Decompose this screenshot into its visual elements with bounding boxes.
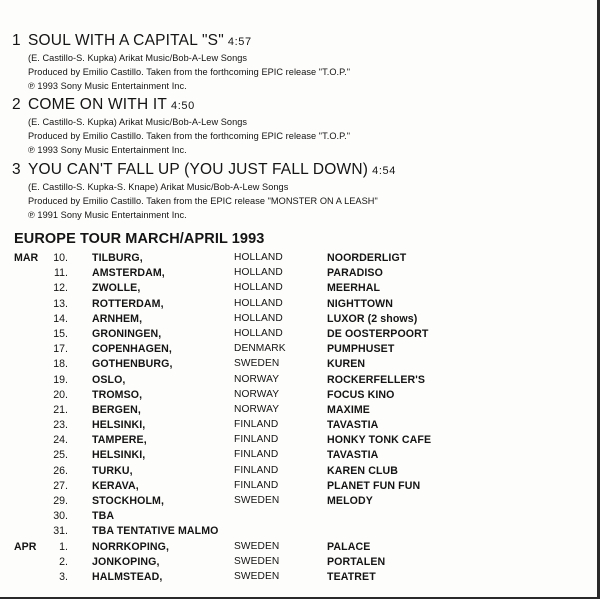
- tour-venue: FOCUS KINO: [327, 388, 395, 401]
- tour-city: TURKU,: [92, 464, 133, 477]
- track-heading: [12, 96, 572, 115]
- tour-date-row: [14, 298, 574, 313]
- tour-country: HOLLAND: [234, 297, 283, 309]
- tour-venue: HONKY TONK CAFE: [327, 434, 432, 447]
- tour-venue: TEATRET: [327, 570, 376, 583]
- tour-country: HOLLAND: [234, 312, 283, 324]
- tour-city: GOTHENBURG,: [92, 358, 173, 371]
- tour-date-row: [14, 510, 574, 525]
- tour-city: GRONINGEN,: [92, 327, 162, 340]
- tour-day: 23.: [53, 419, 68, 432]
- tour-venue: NIGHTTOWN: [327, 297, 394, 310]
- tour-country: SWEDEN: [234, 555, 280, 567]
- tour-city: TBA: [92, 510, 115, 523]
- tour-country: DENMARK: [234, 343, 286, 355]
- tour-country: SWEDEN: [234, 358, 280, 370]
- tour-day: 19.: [53, 373, 68, 386]
- tour-venue: MAXIME: [327, 403, 370, 416]
- tour-country: NORWAY: [234, 388, 280, 400]
- tour-city: HELSINKI,: [92, 449, 146, 462]
- tour-city: AMSTERDAM,: [92, 267, 165, 280]
- track-copyright: ℗ 1993 Sony Music Entertainment Inc.: [28, 145, 187, 155]
- tour-venue: ROCKERFELLER'S: [327, 373, 426, 386]
- tour-date-row: [14, 404, 574, 419]
- tour-day: 2.: [59, 555, 68, 568]
- track-number: 3: [12, 161, 21, 178]
- tour-date-row: [14, 571, 574, 586]
- tour-country: HOLLAND: [234, 327, 283, 339]
- track-duration: 4:54: [372, 165, 396, 177]
- tour-venue: PUMPHUSET: [327, 343, 395, 356]
- tour-date-row: [14, 449, 574, 464]
- tour-venue: DE OOSTERPOORT: [327, 327, 429, 340]
- tour-venue: PORTALEN: [327, 555, 386, 568]
- tour-city: TBA TENTATIVE MALMO: [92, 525, 219, 538]
- tour-venue: PARADISO: [327, 267, 383, 280]
- tour-city: ZWOLLE,: [92, 282, 141, 295]
- tour-day: 18.: [53, 358, 68, 371]
- track-title: SOUL WITH A CAPITAL "S": [28, 32, 224, 49]
- track-produced: Produced by Emilio Castillo. Taken from the EPIC release "MONSTER ON A LEASH": [28, 196, 378, 206]
- track-copyright: ℗ 1991 Sony Music Entertainment Inc.: [28, 210, 187, 220]
- tour-day: 26.: [53, 464, 68, 477]
- tour-date-row: [14, 556, 574, 571]
- tour-day: 29.: [53, 495, 68, 507]
- tour-date-row: [14, 252, 574, 267]
- tour-day: 30.: [53, 510, 68, 523]
- tour-date-row: [14, 389, 574, 404]
- tour-country: HOLLAND: [234, 282, 283, 294]
- tour-city: JONKOPING,: [92, 555, 160, 568]
- track-duration: 4:50: [171, 100, 195, 112]
- track-credits: (E. Castillo-S. Kupka) Arikat Music/Bob-A-Lew Songs: [28, 53, 248, 63]
- tour-venue: PALACE: [327, 540, 371, 553]
- tour-city: TILBURG,: [92, 252, 143, 264]
- track-2: [12, 96, 572, 157]
- track-produced: Produced by Emilio Castillo. Taken from the forthcoming EPIC release "T.O.P.": [28, 131, 351, 141]
- tour-day: 27.: [53, 479, 68, 492]
- tour-date-row: [14, 434, 574, 449]
- tour-venue: KAREN CLUB: [327, 464, 399, 477]
- track-number: 1: [12, 32, 21, 49]
- tour-country: HOLLAND: [234, 267, 283, 279]
- tour-day: 25.: [53, 449, 68, 462]
- track-1: [12, 32, 572, 93]
- tour-city: HALMSTEAD,: [92, 570, 163, 583]
- tour-city: HELSINKI,: [92, 419, 146, 432]
- track-heading: [12, 161, 572, 180]
- tour-title: EUROPE TOUR MARCH/APRIL 1993: [14, 231, 265, 247]
- tour-day: 1.: [59, 540, 68, 553]
- track-copyright: ℗ 1993 Sony Music Entertainment Inc.: [28, 81, 187, 91]
- tour-month: MAR: [14, 252, 39, 264]
- track-title: COME ON WITH IT: [28, 96, 168, 113]
- tour-dates-list: [14, 252, 574, 586]
- tour-venue: PLANET FUN FUN: [327, 479, 421, 492]
- tour-city: STOCKHOLM,: [92, 495, 165, 507]
- tour-date-row: [14, 465, 574, 480]
- tour-day: 20.: [53, 388, 68, 401]
- tour-date-row: [14, 480, 574, 495]
- tour-city: ARNHEM,: [92, 312, 143, 325]
- tour-country: FINLAND: [234, 434, 279, 446]
- track-3: [12, 161, 572, 222]
- tour-country: FINLAND: [234, 419, 279, 431]
- track-heading: [12, 32, 572, 51]
- tour-venue: LUXOR (2 shows): [327, 312, 418, 325]
- tour-date-row: [14, 419, 574, 434]
- tour-city: COPENHAGEN,: [92, 343, 172, 356]
- tour-country: FINLAND: [234, 479, 279, 491]
- tour-day: 14.: [53, 312, 68, 325]
- tour-country: SWEDEN: [234, 570, 280, 582]
- tour-date-row: [14, 358, 574, 373]
- tour-date-row: [14, 328, 574, 343]
- tour-country: SWEDEN: [234, 540, 280, 552]
- tour-venue: TAVASTIA: [327, 419, 379, 432]
- track-credits: (E. Castillo-S. Kupka) Arikat Music/Bob-A-Lew Songs: [28, 117, 248, 127]
- tour-city: OSLO,: [92, 373, 126, 386]
- tour-country: NORWAY: [234, 373, 280, 385]
- track-credits: (E. Castillo-S. Kupka-S. Knape) Arikat Music/Bob-A-Lew Songs: [28, 182, 289, 192]
- tour-venue: KUREN: [327, 358, 366, 371]
- tour-venue: TAVASTIA: [327, 449, 379, 462]
- tour-date-row: [14, 267, 574, 282]
- tour-venue: MEERHAL: [327, 282, 381, 295]
- tour-day: 13.: [53, 297, 68, 310]
- track-number: 2: [12, 96, 21, 113]
- tour-date-row: [14, 374, 574, 389]
- tour-day: 24.: [53, 434, 68, 447]
- tour-city: ROTTERDAM,: [92, 297, 164, 310]
- tour-day: 3.: [59, 570, 68, 583]
- tour-day: 15.: [53, 327, 68, 340]
- tour-date-row: [14, 282, 574, 297]
- tour-month: APR: [14, 540, 37, 553]
- tour-day: 17.: [53, 343, 68, 356]
- tour-country: NORWAY: [234, 403, 280, 415]
- track-duration: 4:57: [227, 36, 252, 48]
- tour-day: 12.: [53, 282, 68, 295]
- tour-day: 10.: [53, 252, 68, 264]
- tour-country: HOLLAND: [234, 252, 283, 263]
- tour-country: SWEDEN: [234, 495, 280, 506]
- tour-date-row: [14, 495, 574, 510]
- tour-city: BERGEN,: [92, 403, 141, 416]
- tour-venue: MELODY: [327, 495, 373, 507]
- tour-date-row: [14, 343, 574, 358]
- tour-city: NORRKOPING,: [92, 540, 170, 553]
- tour-date-row: [14, 541, 574, 556]
- tour-city: TAMPERE,: [92, 434, 147, 447]
- tour-day: 31.: [53, 525, 68, 538]
- tour-day: 11.: [54, 267, 68, 280]
- track-title: YOU CAN'T FALL UP (YOU JUST FALL DOWN): [28, 161, 369, 178]
- tour-country: FINLAND: [234, 449, 279, 461]
- tour-date-row: [14, 525, 574, 540]
- tour-country: FINLAND: [234, 464, 279, 476]
- tour-city: KERAVA,: [92, 479, 139, 492]
- tour-day: 21.: [53, 403, 68, 416]
- tour-city: TROMSO,: [92, 388, 143, 401]
- tour-date-row: [14, 313, 574, 328]
- track-produced: Produced by Emilio Castillo. Taken from the forthcoming EPIC release "T.O.P.": [28, 67, 351, 77]
- tour-venue: NOORDERLIGT: [327, 252, 407, 264]
